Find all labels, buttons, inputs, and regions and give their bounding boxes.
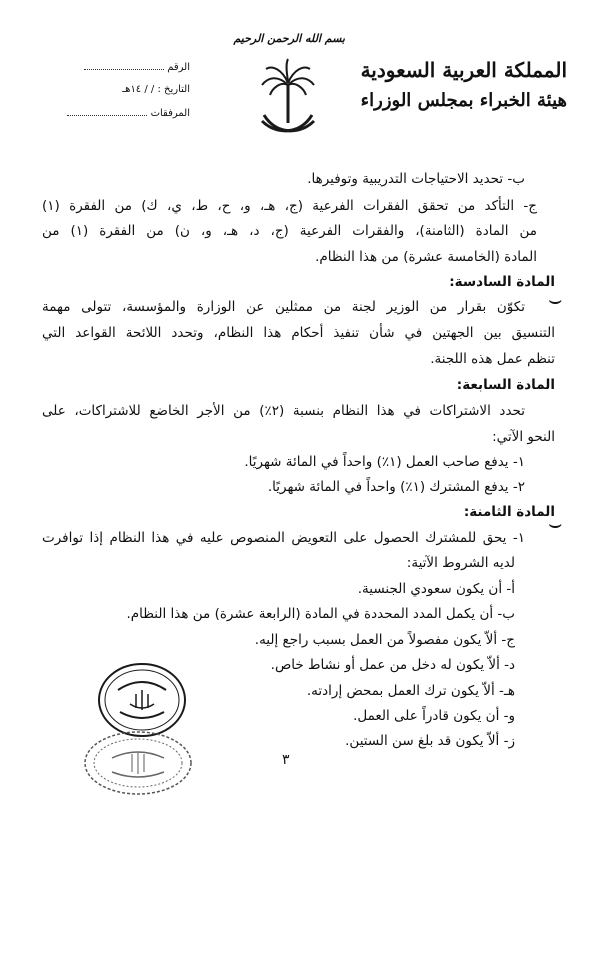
saudi-emblem-icon xyxy=(256,55,320,145)
article-heading: المادة السادسة: xyxy=(449,274,555,290)
text-line: ج- ألاّ يكون مفصولاً من العمل بسبب راجع إليه. xyxy=(254,632,515,648)
margin-mark-icon: ⌣ xyxy=(548,288,563,313)
text-line: لديه الشروط الآتية: xyxy=(406,555,515,571)
text-line: التنسيق بين الجهتين في شأن تنفيذ أحكام هذا النظام، وتحدد اللائحة القواعد التي xyxy=(42,325,555,341)
official-seal-stamp-icon xyxy=(82,728,194,798)
basmala: بسم الله الرحمن الرحيم xyxy=(233,32,345,45)
authority-title: هيئة الخبراء بمجلس الوزراء xyxy=(360,90,567,111)
text-line: تحدد الاشتراكات في هذا النظام بنسبة (٢٪) من الأجر الخاضع للاشتراكات، على xyxy=(42,403,525,419)
margin-mark-icon: ⌣ xyxy=(548,512,563,537)
text-line: ١- يدفع صاحب العمل (١٪) واحداً في المائة شهريًا. xyxy=(244,454,525,470)
text-line: ب- تحديد الاحتياجات التدريبية وتوفيرها. xyxy=(307,171,525,187)
text-line: و- أن يكون قادراً على العمل. xyxy=(353,708,515,724)
text-line: تكوّن بقرار من الوزير لجنة من ممثلين عن الوزارة والمؤسسة، تتولى مهمة xyxy=(42,299,525,315)
article-heading: المادة الثامنة: xyxy=(463,504,555,520)
attachments-field: المرفقات xyxy=(40,108,190,119)
date-field: التاريخ : / / ١٤هـ xyxy=(122,84,190,95)
page-number: ٣ xyxy=(282,752,290,768)
text-line: ج- التأكد من تحقق الفقرات الفرعية (ج، هـ، و، ح، ط، ي، ك) من الفقرة (١) xyxy=(42,198,537,214)
text-line: أ- أن يكون سعودي الجنسية. xyxy=(357,581,515,597)
text-line: النحو الآتي: xyxy=(492,429,555,445)
text-line: تنظم عمل هذه اللجنة. xyxy=(430,351,555,367)
text-line: د- ألاّ يكون له دخل من عمل أو نشاط خاص. xyxy=(270,657,515,673)
text-line: هـ- ألاّ يكون ترك العمل بمحض إرادته. xyxy=(306,683,515,699)
article-heading: المادة السابعة: xyxy=(456,377,555,393)
text-line: ز- ألاّ يكون قد بلغ سن الستين. xyxy=(345,733,515,749)
reference-field: الرقم xyxy=(40,62,190,73)
text-line: ب- أن يكمل المدد المحددة في المادة (الرابعة عشرة) من هذا النظام. xyxy=(126,606,515,622)
text-line: المادة (الخامسة عشرة) من هذا النظام. xyxy=(315,249,537,265)
date-value: / / ١٤هـ xyxy=(122,84,155,95)
text-line: ١- يحق للمشترك الحصول على التعويض المنصوص عليه في هذا النظام إذا توافرت xyxy=(42,530,525,546)
text-line: ٢- يدفع المشترك (١٪) واحداً في المائة شهريًا. xyxy=(267,479,525,495)
text-line: من المادة (الثامنة)، والفقرات الفرعية (ج، د، هـ، و، ن) من الفقرة (١) من xyxy=(42,223,537,239)
kingdom-title: المملكة العربية السعودية xyxy=(360,58,567,82)
